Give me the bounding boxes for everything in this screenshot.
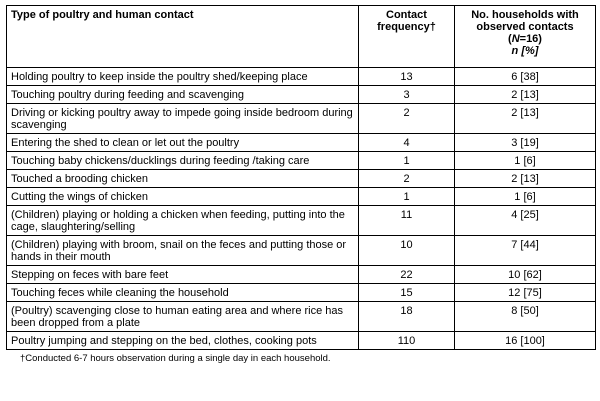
table-row — [7, 152, 596, 170]
cell-contact-frequency: 4 — [359, 134, 455, 152]
cell-contact-type: (Poultry) scavenging close to human eating area and where rice has been dropped from a plate — [7, 302, 359, 332]
table-row — [7, 68, 596, 86]
cell-contact-type: Touched a brooding chicken — [7, 170, 359, 188]
cell-households: 8 [50] — [455, 302, 596, 332]
header-households-n: (N=16) — [508, 33, 542, 45]
header-households-label: No. households with observed contacts — [471, 9, 579, 33]
cell-contact-type: Driving or kicking poultry away to impede going inside bedroom during scavenging — [7, 104, 359, 134]
cell-households: 2 [13] — [455, 86, 596, 104]
cell-households: 2 [13] — [455, 170, 596, 188]
cell-contact-frequency: 110 — [359, 332, 455, 350]
cell-contact-frequency: 15 — [359, 284, 455, 302]
table-row — [7, 104, 596, 134]
cell-households: 16 [100] — [455, 332, 596, 350]
table-row — [7, 188, 596, 206]
cell-households: 2 [13] — [455, 104, 596, 134]
poultry-contact-table — [6, 5, 596, 350]
cell-contact-type: Touching poultry during feeding and scavenging — [7, 86, 359, 104]
cell-contact-type: Stepping on feces with bare feet — [7, 266, 359, 284]
cell-contact-frequency: 13 — [359, 68, 455, 86]
table-body — [7, 68, 596, 350]
header-households-unit: n [%] — [511, 45, 539, 57]
table-row — [7, 332, 596, 350]
cell-households: 7 [44] — [455, 236, 596, 266]
cell-contact-type: Entering the shed to clean or let out the poultry — [7, 134, 359, 152]
cell-contact-type: Holding poultry to keep inside the poultry shed/keeping place — [7, 68, 359, 86]
cell-contact-frequency: 18 — [359, 302, 455, 332]
table-row — [7, 236, 596, 266]
table-row — [7, 266, 596, 284]
header-contact-type: Type of poultry and human contact — [7, 6, 359, 68]
cell-contact-type: Cutting the wings of chicken — [7, 188, 359, 206]
cell-households: 10 [62] — [455, 266, 596, 284]
cell-contact-type: Touching baby chickens/ducklings during feeding /taking care — [7, 152, 359, 170]
cell-households: 1 [6] — [455, 188, 596, 206]
contact-table-container — [6, 5, 595, 364]
table-row — [7, 206, 596, 236]
header-households — [455, 6, 596, 68]
cell-contact-type: Touching feces while cleaning the household — [7, 284, 359, 302]
cell-households: 4 [25] — [455, 206, 596, 236]
cell-contact-frequency: 1 — [359, 188, 455, 206]
cell-contact-frequency: 11 — [359, 206, 455, 236]
cell-contact-type: (Children) playing with broom, snail on the feces and putting those or hands in their mouth — [7, 236, 359, 266]
table-row — [7, 284, 596, 302]
table-row — [7, 302, 596, 332]
cell-contact-frequency: 22 — [359, 266, 455, 284]
cell-households: 3 [19] — [455, 134, 596, 152]
cell-contact-frequency: 10 — [359, 236, 455, 266]
cell-contact-frequency: 1 — [359, 152, 455, 170]
cell-contact-frequency: 2 — [359, 104, 455, 134]
header-contact-frequency: Contact frequency† — [359, 6, 455, 68]
table-row — [7, 170, 596, 188]
cell-contact-frequency: 2 — [359, 170, 455, 188]
table-header-row — [7, 6, 596, 68]
table-row — [7, 134, 596, 152]
table-row — [7, 86, 596, 104]
cell-households: 6 [38] — [455, 68, 596, 86]
cell-households: 12 [75] — [455, 284, 596, 302]
cell-contact-type: (Children) playing or holding a chicken when feeding, putting into the cage, slaughtering/selling — [7, 206, 359, 236]
cell-contact-frequency: 3 — [359, 86, 455, 104]
cell-households: 1 [6] — [455, 152, 596, 170]
cell-contact-type: Poultry jumping and stepping on the bed, clothes, cooking pots — [7, 332, 359, 350]
table-footnote: †Conducted 6-7 hours observation during a single day in each household. — [20, 353, 331, 364]
